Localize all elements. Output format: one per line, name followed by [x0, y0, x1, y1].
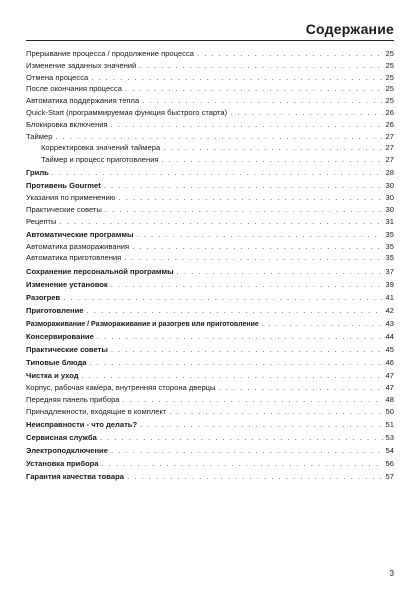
toc-dot-leader [262, 319, 383, 330]
toc-entry-label: Корпус, рабочая камера, внутренняя сторона дверцы [26, 383, 216, 393]
toc-entry-label: Таймер [26, 131, 53, 141]
toc-dot-leader [119, 192, 383, 204]
toc-dot-leader [111, 119, 383, 131]
toc-section[interactable] [26, 357, 394, 369]
toc-dot-leader [142, 95, 382, 107]
toc-dot-leader [89, 357, 382, 369]
table-of-contents [26, 48, 394, 483]
toc-dot-leader [111, 279, 383, 291]
toc-entry-label: Блокировка включения [26, 119, 108, 129]
toc-entry-page: 50 [385, 406, 394, 416]
toc-dot-leader [52, 167, 383, 179]
toc-entry-label: Отмена процесса [26, 72, 89, 82]
toc-entry[interactable] [26, 216, 394, 228]
toc-entry[interactable] [26, 107, 394, 119]
toc-entry-page: 30 [385, 193, 394, 203]
toc-entry-label: Практические советы [26, 345, 108, 355]
title-divider [26, 40, 394, 41]
toc-dot-leader [97, 331, 383, 343]
toc-entry-page: 42 [385, 305, 394, 315]
toc-entry-label: Автоматика приготовления [26, 253, 122, 263]
toc-entry-page: 26 [385, 119, 394, 129]
toc-dot-leader [91, 72, 382, 84]
toc-section[interactable] [26, 318, 394, 330]
toc-entry-page: 53 [385, 432, 394, 442]
toc-entry-page: 35 [385, 241, 394, 251]
toc-entry[interactable] [26, 119, 394, 131]
toc-section[interactable] [26, 266, 394, 278]
toc-entry-label: Автоматика размораживания [26, 241, 130, 251]
toc-entry-page: 57 [385, 472, 394, 482]
toc-entry-page: 44 [385, 332, 394, 341]
toc-dot-leader [87, 305, 383, 317]
toc-section[interactable] [26, 167, 394, 179]
toc-entry-label: Консервирование [26, 332, 94, 341]
toc-entry-page: 47 [385, 371, 394, 381]
toc-entry-page: 30 [385, 204, 394, 214]
toc-subentry[interactable] [26, 142, 394, 154]
toc-entry-page: 30 [385, 181, 394, 191]
toc-dot-leader [125, 83, 383, 95]
toc-entry-label: Изменение заданных значений [26, 60, 137, 70]
toc-section[interactable] [26, 370, 394, 382]
toc-entry[interactable] [26, 406, 394, 418]
toc-dot-leader [60, 216, 383, 228]
page-title: Содержание [305, 21, 394, 37]
toc-entry-label: Принадлежности, входящие в комплект [26, 406, 167, 416]
toc-entry-page: 48 [385, 394, 394, 404]
toc-entry-label: Разогрев [26, 292, 61, 302]
toc-dot-leader [55, 131, 382, 143]
toc-entry-page: 56 [385, 459, 394, 469]
toc-entry-label: Типовые блюда [26, 358, 87, 368]
toc-dot-leader [102, 458, 383, 470]
toc-dot-leader [132, 241, 382, 253]
toc-entry-label: Таймер и процесс приготовления [41, 155, 159, 165]
toc-section[interactable] [26, 180, 394, 192]
toc-entry-page: 25 [385, 96, 394, 106]
toc-subentry[interactable] [26, 154, 394, 166]
toc-dot-leader [140, 419, 382, 431]
toc-entry-page: 47 [385, 383, 394, 393]
toc-entry-page: 46 [385, 358, 394, 368]
toc-dot-leader [162, 154, 383, 166]
toc-entry-page: 39 [385, 279, 394, 289]
toc-dot-leader [63, 292, 382, 304]
toc-section[interactable] [26, 229, 394, 241]
toc-entry-label: Quick-Start (программируемая функция быстрого старта) [26, 107, 228, 117]
toc-entry[interactable] [26, 83, 394, 95]
toc-dot-leader [111, 344, 383, 356]
toc-entry-label: Изменение установок [26, 279, 108, 289]
toc-entry-label: После окончания процесса [26, 84, 122, 94]
toc-entry-label: Прерывание процесса / продолжение процесса [26, 49, 194, 58]
toc-entry-label: Электроподключение [26, 445, 108, 455]
toc-section[interactable] [26, 331, 394, 343]
page-number: 3 [389, 569, 394, 578]
toc-entry-page: 27 [385, 143, 394, 153]
toc-entry-page: 35 [385, 229, 394, 239]
toc-entry[interactable] [26, 192, 394, 204]
toc-entry[interactable] [26, 48, 394, 60]
toc-entry-page: 28 [385, 168, 394, 178]
toc-entry-page: 27 [385, 155, 394, 165]
toc-entry-label: Приготовление [26, 305, 84, 315]
toc-dot-leader [100, 432, 383, 444]
toc-entry[interactable] [26, 241, 394, 253]
toc-dot-leader [123, 394, 383, 406]
toc-entry-page: 54 [385, 445, 394, 455]
toc-entry-page: 31 [385, 216, 394, 226]
toc-entry[interactable] [26, 382, 394, 394]
toc-dot-leader [104, 180, 383, 192]
toc-section[interactable] [26, 279, 394, 291]
toc-entry-label: Сервисная служба [26, 432, 97, 442]
toc-entry-label: Установка прибора [26, 459, 99, 469]
toc-entry-page: 25 [385, 84, 394, 94]
toc-entry-label: Гарантия качества товара [26, 472, 124, 482]
toc-dot-leader [139, 60, 382, 72]
toc-dot-leader [82, 370, 383, 382]
toc-entry-label: Указания по применению [26, 193, 116, 203]
toc-dot-leader [197, 48, 383, 60]
toc-dot-leader [137, 229, 383, 241]
toc-entry-label: Гриль [26, 168, 49, 178]
toc-dot-leader [230, 107, 382, 119]
toc-dot-leader [218, 382, 382, 394]
toc-entry-page: 51 [385, 419, 394, 429]
toc-entry[interactable] [26, 252, 394, 264]
toc-entry[interactable] [26, 394, 394, 406]
toc-entry-page: 27 [385, 131, 394, 141]
toc-entry[interactable] [26, 95, 394, 107]
toc-section[interactable] [26, 432, 394, 444]
toc-entry-label: Практические советы [26, 204, 102, 214]
toc-entry-page: 25 [385, 72, 394, 82]
toc-entry[interactable] [26, 60, 394, 72]
toc-dot-leader [105, 204, 383, 216]
toc-entry-label: Чистка и уход [26, 371, 79, 381]
toc-section[interactable] [26, 292, 394, 304]
toc-section[interactable] [26, 419, 394, 431]
toc-entry-page: 35 [385, 253, 394, 263]
toc-entry-page: 41 [385, 292, 394, 302]
toc-entry-page: 43 [385, 318, 394, 328]
toc-dot-leader [177, 266, 383, 278]
toc-section[interactable] [26, 471, 394, 483]
toc-entry-label: Размораживание / Размораживание и разогрев или приготовление [26, 320, 259, 328]
toc-entry-page: 25 [385, 60, 394, 70]
toc-entry-label: Корректировка значений таймера [41, 143, 161, 153]
toc-section[interactable] [26, 458, 394, 470]
toc-entry-page: 26 [385, 107, 394, 117]
toc-entry-label: Автоматические программы [26, 229, 134, 239]
toc-entry-label: Передняя панель прибора [26, 394, 120, 404]
toc-entry[interactable] [26, 131, 394, 143]
toc-dot-leader [169, 406, 382, 418]
toc-section[interactable] [26, 305, 394, 317]
toc-entry[interactable] [26, 204, 394, 216]
toc-entry-label: Противень Gourmet [26, 181, 101, 191]
toc-dot-leader [111, 445, 383, 457]
toc-section[interactable] [26, 445, 394, 457]
toc-entry[interactable] [26, 72, 394, 84]
toc-dot-leader [163, 142, 382, 154]
toc-entry-page: 25 [385, 49, 394, 58]
toc-entry-page: 37 [385, 266, 394, 276]
toc-entry-page: 45 [385, 345, 394, 355]
toc-dot-leader [124, 252, 382, 264]
toc-section[interactable] [26, 344, 394, 356]
toc-dot-leader [127, 471, 383, 483]
toc-entry-label: Рецепты [26, 216, 57, 226]
toc-entry-label: Автоматика поддержания тепла [26, 96, 140, 106]
toc-entry-label: Неисправности - что делать? [26, 419, 138, 429]
toc-entry-label: Сохранение персональной программы [26, 266, 174, 276]
